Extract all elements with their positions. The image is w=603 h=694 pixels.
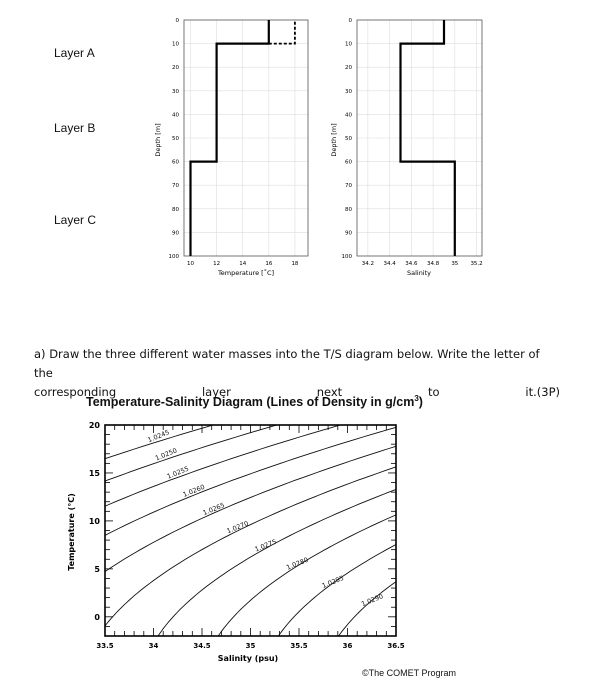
ts-density-isoline bbox=[95, 415, 420, 640]
ts-diagram-title: Temperature-Salinity Diagram (Lines of Density in $g/cm^3$) bbox=[86, 394, 423, 410]
temperature-tick-label: 14 bbox=[239, 261, 247, 267]
ts-diagram bbox=[60, 410, 420, 670]
temperature-depth-label: Depth [m] bbox=[154, 123, 162, 157]
salinity-tick-label: 34.6 bbox=[405, 261, 418, 267]
ts-density-label: 1.0250 bbox=[154, 446, 179, 463]
question-word: next bbox=[316, 385, 343, 399]
depth-tick-label: 0 bbox=[175, 18, 179, 24]
ts-ytick-label: 20 bbox=[88, 421, 100, 430]
ts-density-isoline bbox=[275, 415, 420, 640]
ts-density-isoline bbox=[155, 415, 420, 640]
ts-xtick-label: 35.5 bbox=[290, 642, 308, 650]
depth-tick-label: 50 bbox=[172, 136, 179, 142]
temperature-grid bbox=[184, 20, 308, 256]
ts-xtick-label: 36.5 bbox=[387, 642, 405, 650]
depth-tick-label: 20 bbox=[345, 65, 352, 72]
ts-density-isoline bbox=[60, 415, 247, 640]
question-word: corresponding bbox=[34, 385, 117, 399]
ts-xtick-label: 35 bbox=[245, 642, 256, 650]
depth-tick-label: 50 bbox=[345, 136, 352, 142]
ts-density-label: 1.0245 bbox=[146, 428, 171, 445]
temperature-tick-label: 16 bbox=[265, 261, 273, 267]
depth-tick-label: 90 bbox=[345, 230, 352, 237]
depth-tick-label: 60 bbox=[172, 159, 179, 166]
ts-density-label: 1.0285 bbox=[320, 574, 345, 590]
depth-tick-label: 60 bbox=[345, 159, 352, 166]
ts-xtick-label: 36 bbox=[342, 642, 353, 650]
salinity-tick-label: 35.2 bbox=[470, 261, 483, 267]
temperature-tick-label: 12 bbox=[213, 261, 221, 267]
question-word: it.(3P) bbox=[525, 385, 560, 399]
depth-tick-label: 40 bbox=[172, 112, 179, 119]
layer-a-label: Layer A bbox=[54, 46, 95, 60]
ts-density-isoline bbox=[335, 415, 420, 640]
salinity-xlabel: Salinity bbox=[406, 269, 432, 277]
ts-density-label: 1.0265 bbox=[201, 501, 226, 518]
depth-tick-label: 30 bbox=[172, 88, 179, 95]
depth-tick-label: 70 bbox=[345, 183, 352, 190]
layer-c-label: Layer C bbox=[54, 213, 97, 227]
ts-plot-frame bbox=[105, 425, 396, 636]
temperature-tick-label: 10 bbox=[187, 261, 195, 267]
ts-xtick-label: 34 bbox=[148, 642, 159, 650]
question-word: layer bbox=[201, 385, 231, 399]
comet-credit: ©The COMET Program bbox=[362, 668, 456, 678]
ts-density-isoline bbox=[60, 415, 311, 640]
depth-tick-label: 40 bbox=[345, 112, 352, 119]
depth-tick-label: 80 bbox=[345, 206, 352, 213]
ts-xtick-label: 34.5 bbox=[193, 642, 211, 650]
depth-tick-label: 80 bbox=[172, 206, 179, 213]
ts-ytick-label: 15 bbox=[88, 468, 100, 478]
depth-tick-label: 10 bbox=[172, 41, 179, 48]
temperature-profile-chart bbox=[140, 0, 320, 290]
ts-density-label: 1.0280 bbox=[285, 555, 310, 572]
ts-ytick-label: 0 bbox=[94, 612, 100, 622]
ts-xtick-label: 33.5 bbox=[96, 642, 114, 650]
question-line-1: a) Draw the three different water masses into the T/S diagram below. Write the letter of the bbox=[34, 347, 540, 380]
ts-density-label: 1.0255 bbox=[165, 464, 191, 481]
salinity-tick-label: 34.8 bbox=[426, 261, 440, 267]
depth-tick-label: 10 bbox=[345, 41, 352, 48]
ts-ytick-label: 5 bbox=[94, 564, 100, 574]
salinity-depth-label: Depth [m] bbox=[330, 123, 338, 157]
layer-b-label: Layer B bbox=[54, 121, 96, 135]
depth-tick-label: 90 bbox=[172, 230, 179, 237]
ts-xlabel: Salinity (psu) bbox=[217, 654, 279, 663]
depth-tick-label: 30 bbox=[345, 88, 352, 95]
temperature-line-dashed bbox=[269, 20, 295, 44]
depth-tick-label: 0 bbox=[348, 18, 352, 24]
temperature-xlabel: Temperature [˚C] bbox=[217, 269, 275, 277]
ts-density-label: 1.0275 bbox=[253, 537, 278, 554]
salinity-tick-label: 34.4 bbox=[383, 261, 396, 267]
depth-tick-label: 20 bbox=[172, 65, 179, 72]
ts-ylabel: Temperature (°C) bbox=[67, 493, 76, 571]
depth-tick-label: 100 bbox=[168, 254, 179, 260]
question-word: to bbox=[428, 385, 440, 399]
salinity-profile-chart bbox=[318, 0, 498, 290]
temperature-tick-label: 18 bbox=[291, 261, 299, 267]
salinity-grid bbox=[357, 20, 482, 256]
ts-density-label: 1.0290 bbox=[360, 592, 385, 609]
depth-tick-label: 70 bbox=[172, 183, 179, 190]
salinity-tick-label: 34.2 bbox=[361, 261, 374, 267]
ts-density-label: 1.0270 bbox=[225, 519, 250, 536]
salinity-tick-label: 35 bbox=[451, 261, 459, 267]
depth-tick-label: 100 bbox=[341, 254, 352, 260]
ts-density-label: 1.0260 bbox=[181, 482, 206, 499]
ts-ytick-label: 10 bbox=[88, 516, 100, 526]
